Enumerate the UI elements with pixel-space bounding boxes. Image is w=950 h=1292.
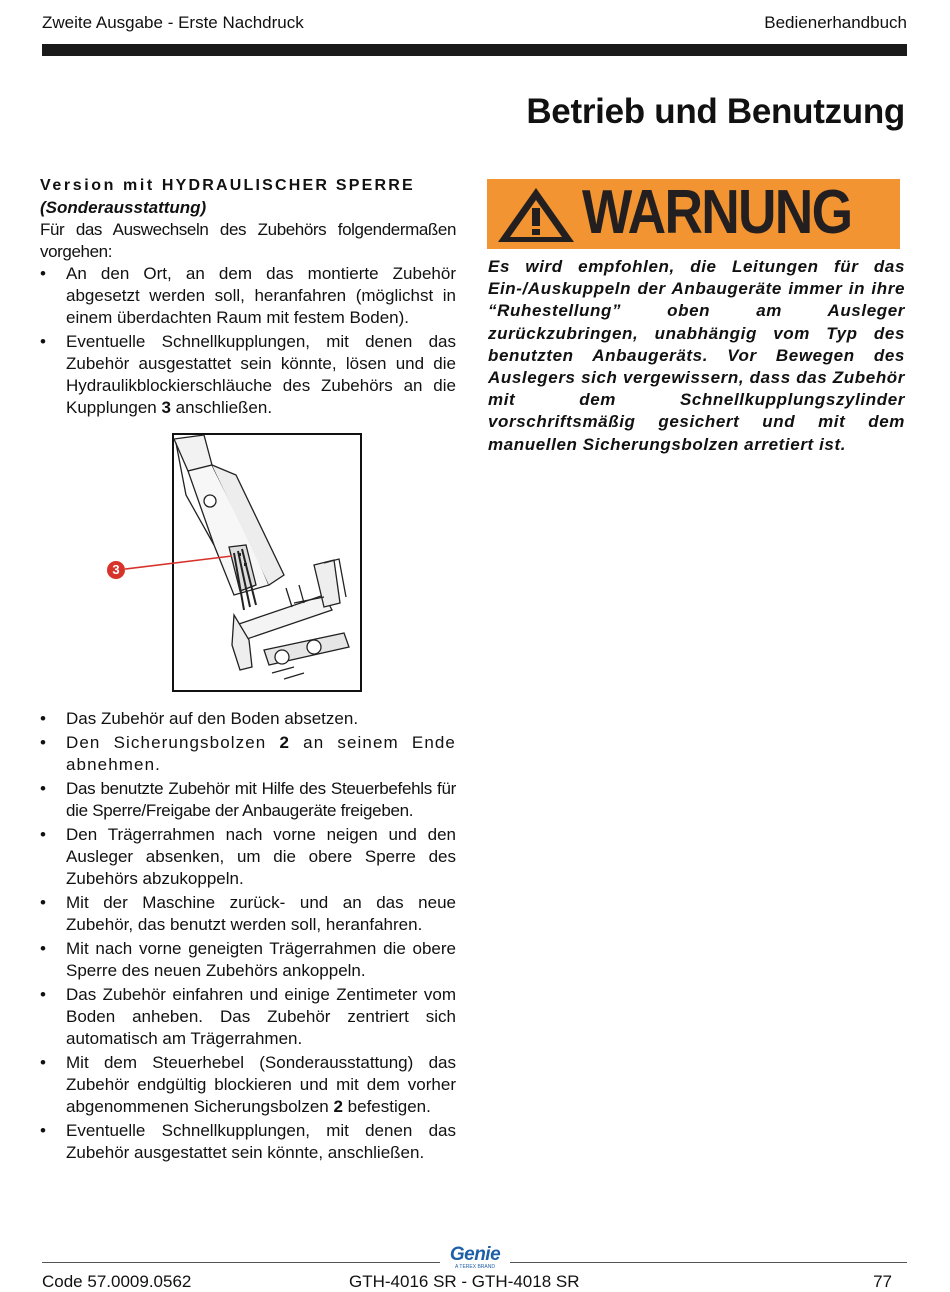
coupling-ref: 3 <box>161 398 171 417</box>
section-title: Betrieb und Benutzung <box>526 92 905 131</box>
warning-label: WARNUNG <box>582 178 852 247</box>
hydraulic-lock-illustration <box>172 433 362 692</box>
version-subheading: (Sonderausstattung) <box>40 198 207 217</box>
warning-triangle-icon <box>496 186 576 244</box>
list-item-text: an seinem Ende abnehmen. <box>66 733 456 774</box>
list-item: • Eventuelle Schnellkupplungen, mit denen das Zubehör ausgestattet sein könnte, anschließen. <box>40 1120 456 1164</box>
list-item: • Das Zubehör einfahren und einige Zentimeter vom Boden anheben. Das Zubehör zentriert sich automatisch am Trägerrahmen. <box>40 984 456 1050</box>
version-caps: HYDRAULISCHER SPERRE <box>161 177 415 194</box>
procedure-list <box>40 708 456 1166</box>
footer-model: GTH-4016 SR - GTH-4018 SR <box>349 1272 580 1291</box>
header-rule <box>42 44 907 56</box>
prep-list <box>40 263 456 419</box>
list-item: • Mit nach vorne geneigten Trägerrahmen die obere Sperre des neuen Zubehörs ankoppeln. <box>40 938 456 982</box>
boom-drawing <box>174 435 360 690</box>
logo-text: Genie <box>449 1244 501 1265</box>
list-item: • An den Ort, an dem das montierte Zubehör abgesetzt werden soll, heranfahren (möglichst in einem überdachten Raum mit festem Boden). <box>40 263 456 329</box>
version-prefix: Version mit <box>40 177 162 194</box>
footer-code: Code 57.0009.0562 <box>42 1272 192 1291</box>
list-item: • Mit der Maschine zurück- und an das neue Zubehör, das benutzt werden soll, heranfahren. <box>40 892 456 936</box>
genie-logo <box>440 1245 510 1271</box>
list-item: • Das Zubehör auf den Boden absetzen. <box>40 708 456 730</box>
header-edition: Zweite Ausgabe - Erste Nachdruck <box>42 13 304 32</box>
list-item: • Das benutzte Zubehör mit Hilfe des Steuerbefehls für die Sperre/Freigabe der Anbaugeräte freigeben. <box>40 778 456 822</box>
version-heading <box>40 175 456 197</box>
list-item-text: befestigen. <box>342 1097 431 1116</box>
warning-text: Es wird empfohlen, die Leitungen für das Ein-/Auskuppeln der Anbaugeräte immer in ihre “Ruhestellung” oben am Ausleger zurückzubringen, unabhängig vom Typ des benutzten Anbaugeräts. Vor Bewegen des Auslegers sich vergewissern, dass das Zubehör mit dem Schnellkupplungszylinder vorschriftsmäßig gesichert und mit dem manuellen Sicherungsbolzen arretiert ist. <box>488 257 905 454</box>
list-item <box>40 331 456 419</box>
callout-badge: 3 <box>107 561 125 579</box>
list-item <box>40 1052 456 1118</box>
logo-subtext: A TEREX BRAND <box>455 1264 495 1270</box>
bolt-ref: 2 <box>279 733 291 752</box>
list-item: • Den Trägerrahmen nach vorne neigen und den Ausleger absenken, um die obere Sperre des Zubehörs abzukoppeln. <box>40 824 456 890</box>
header-manual-title: Bedienerhandbuch <box>764 13 907 32</box>
list-item-text: Mit dem Steuerhebel (Sonderausstattung) das Zubehör endgültig blockieren und mit dem vorher abgenommenen Sicherungsbolzen <box>66 1053 456 1116</box>
list-item <box>40 732 456 776</box>
list-item-text: Den Sicherungsbolzen <box>66 733 280 752</box>
list-item-text: anschließen. <box>170 398 273 417</box>
intro-text: Für das Auswechseln des Zubehörs folgendermaßen vorgehen: <box>40 220 456 261</box>
left-column <box>40 175 456 421</box>
page-number: 77 <box>873 1272 892 1291</box>
list-item-text: Eventuelle Schnellkupplungen, mit denen das Zubehör ausgestattet sein könnte, lösen und die Hydraulikblockierschläuche des Zubehörs an die Kupplungen <box>66 332 456 417</box>
bolt-ref: 2 <box>333 1097 343 1116</box>
